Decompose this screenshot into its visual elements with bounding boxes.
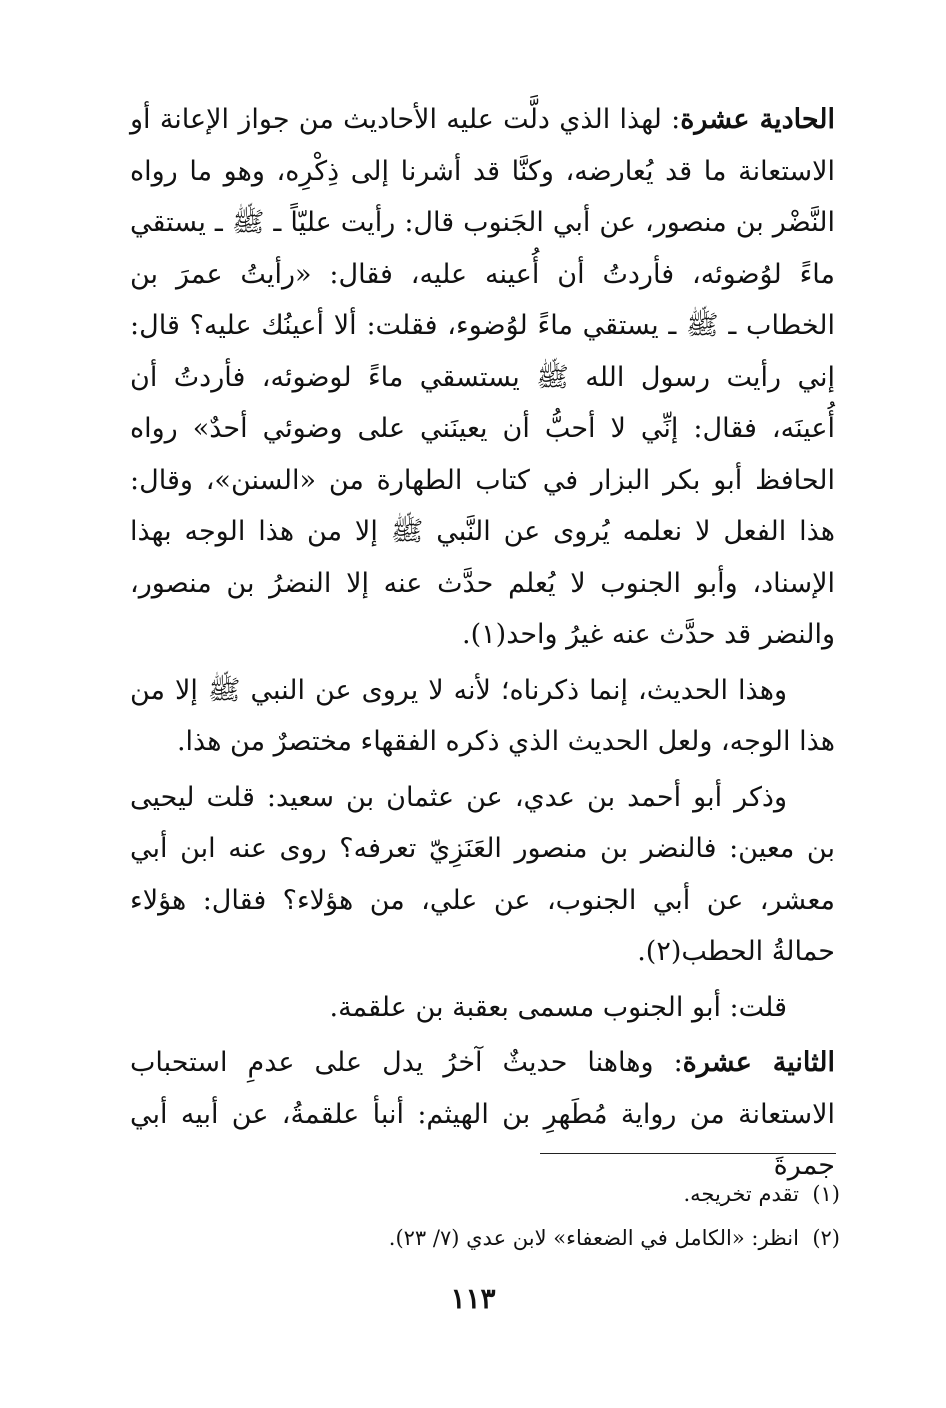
paragraph-abu-aljanub <box>130 982 835 1034</box>
paragraph-text: : لهذا الذي دلَّت عليه الأحاديث من جواز الإعانة أو الاستعانة ما قد يُعارضه، وكنَّا قد أشرنا إلى ذِكْرِه، وهو ما رواه النَّضْر بن منصور، عن أبي الجَنوب قال: رأيت عليّاً ـ ﷺ ـ يستقي ماءً لوُضوئه، فأردتُ أن أُعينه عليه، فقال: «رأيتُ عمرَ بن الخطاب ـ ﷺ ـ يستقي ماءً لوُضوء، فقلت: ألا أعينُك عليه؟ قال: إني رأيت رسول الله ﷺ يستسقي ماءً لوضوئه، فأردتُ أن أُعينَه، فقال: إنِّي لا أحبُّ أن يعينَني على وضوئي أحدٌ» رواه الحافظ أبو بكر البزار في كتاب الطهارة من «السنن»، وقال: هذا الفعل لا نعلمه يُروى عن النَّبي ﷺ إلا من هذا الوجه بهذا الإسناد، وأبو الجنوب لا يُعلم حدَّث عنه إلا النضرُ بن منصور، والنضر قد حدَّث عنه غيرُ واحد(١). <box>130 104 835 650</box>
footnote-number: (١) <box>812 1182 840 1206</box>
section-heading-eleventh: الحادية عشرة <box>680 104 835 135</box>
footnote-text: تقدم تخريجه. <box>683 1182 799 1206</box>
paragraph-text: وهذا الحديث، إنما ذكرناه؛ لأنه لا يروى عن النبي ﷺ إلا من هذا الوجه، ولعل الحديث الذي ذكره الفقهاء مختصرٌ من هذا. <box>130 674 835 757</box>
main-text <box>130 94 835 1196</box>
footnote-separator <box>540 1153 836 1154</box>
paragraph-text: وذكر أبو أحمد بن عدي، عن عثمان بن سعيد: قلت ليحيى بن معين: فالنضر بن منصور العَنَزِيّ تعرفه؟ روى عنه ابن أبي معشر، عن أبي الجنوب، عن علي، من هؤلاء؟ فقال: هؤلاء حمالةُ الحطب(٢). <box>130 781 835 967</box>
footnote-text: انظر: «الكامل في الضعفاء» لابن عدي (٧/ ٢٣). <box>388 1226 799 1250</box>
paragraph-text: قلت: أبو الجنوب مسمى بعقبة بن علقمة. <box>329 991 787 1023</box>
footnotes <box>300 1172 840 1260</box>
paragraph-eleventh <box>130 94 835 661</box>
footnote-2 <box>300 1216 840 1260</box>
paragraph-text: : وهاهنا حديثٌ آخرُ يدل على عدمِ استحباب الاستعانة من رواية مُطَهرِ بن الهيثم: أنبأ علقمةُ، عن أبيه أبي جمرةَ <box>130 1047 835 1181</box>
paragraph-hadith-note <box>130 665 835 768</box>
footnote-number: (٢) <box>812 1226 840 1250</box>
page-number: ١١٣ <box>450 1282 496 1315</box>
paragraph-twelfth <box>130 1037 835 1192</box>
section-heading-twelfth: الثانية عشرة <box>682 1047 835 1078</box>
paragraph-ibn-adi <box>130 772 835 978</box>
footnote-1 <box>300 1172 840 1216</box>
